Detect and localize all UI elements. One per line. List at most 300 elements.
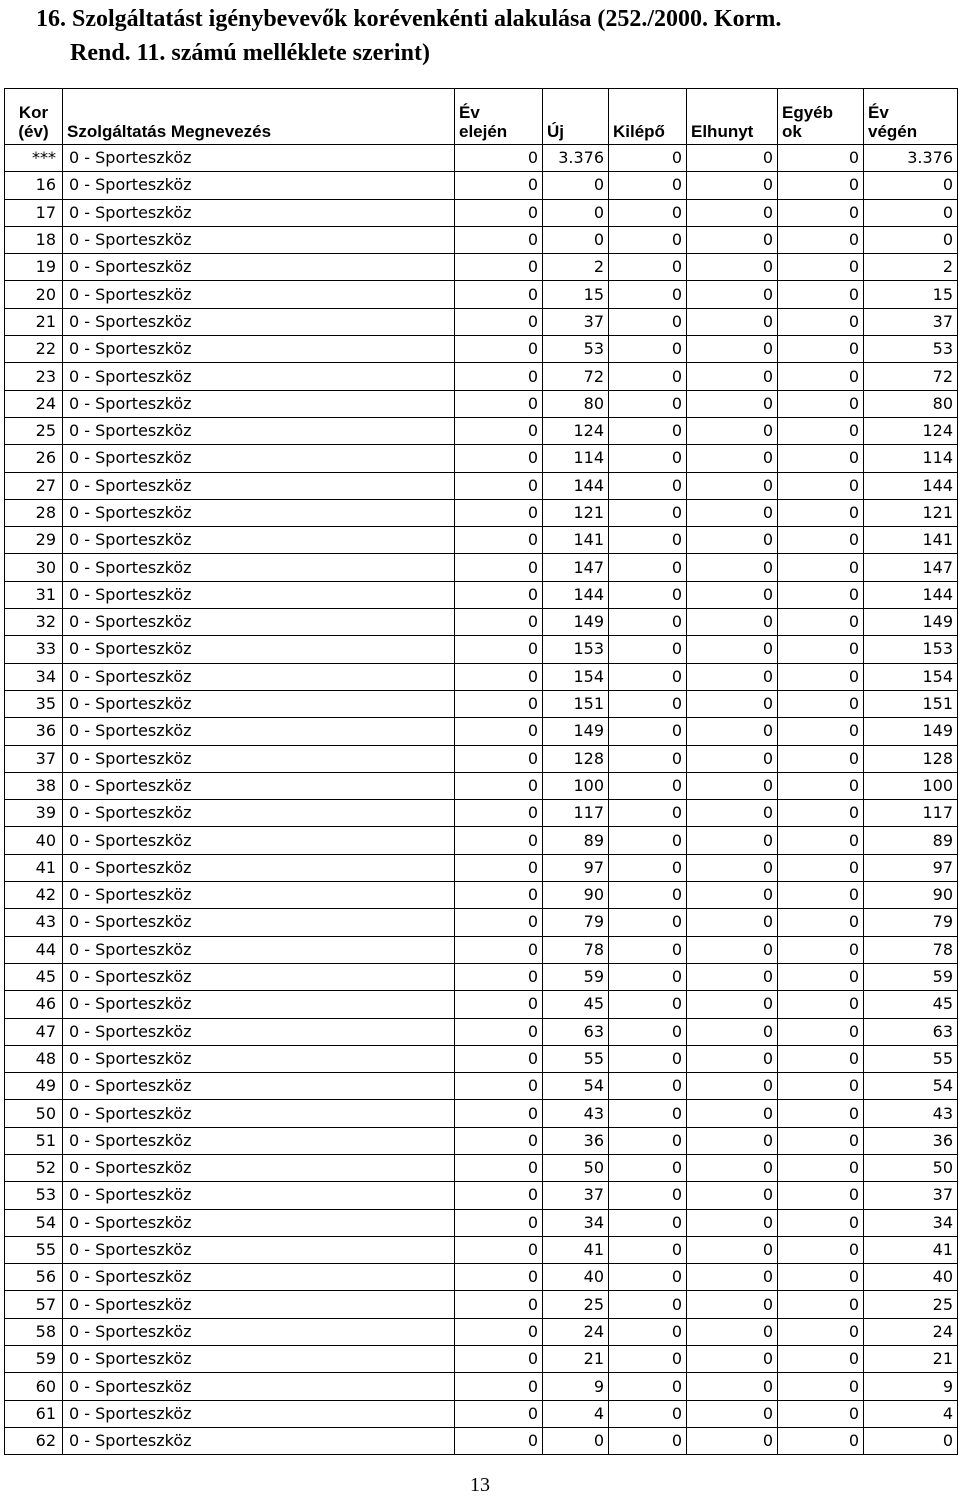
cell-deceased: 0 — [687, 527, 778, 554]
cell-year-start: 0 — [455, 827, 543, 854]
cell-year-start: 0 — [455, 1182, 543, 1209]
page-number: 13 — [470, 1474, 490, 1496]
cell-deceased: 0 — [687, 1018, 778, 1045]
cell-other-reason: 0 — [778, 445, 864, 472]
cell-other-reason: 0 — [778, 554, 864, 581]
cell-year-start: 0 — [455, 1291, 543, 1318]
cell-new: 25 — [543, 1291, 609, 1318]
cell-age: 54 — [5, 1209, 63, 1236]
cell-other-reason: 0 — [778, 254, 864, 281]
cell-new: 21 — [543, 1346, 609, 1373]
cell-age: 34 — [5, 663, 63, 690]
cell-leaving: 0 — [609, 936, 687, 963]
cell-deceased: 0 — [687, 554, 778, 581]
cell-service-name: 0 - Sporteszköz — [63, 527, 455, 554]
cell-year-end: 144 — [864, 581, 958, 608]
cell-year-end: 40 — [864, 1264, 958, 1291]
table-row — [5, 991, 958, 1018]
cell-service-name: 0 - Sporteszköz — [63, 226, 455, 253]
cell-deceased: 0 — [687, 1318, 778, 1345]
cell-leaving: 0 — [609, 1264, 687, 1291]
cell-new: 0 — [543, 1427, 609, 1454]
cell-service-name: 0 - Sporteszköz — [63, 254, 455, 281]
cell-other-reason: 0 — [778, 963, 864, 990]
cell-year-start: 0 — [455, 718, 543, 745]
cell-other-reason: 0 — [778, 363, 864, 390]
table-row — [5, 1236, 958, 1263]
cell-year-end: 97 — [864, 854, 958, 881]
cell-new: 54 — [543, 1073, 609, 1100]
cell-other-reason: 0 — [778, 172, 864, 199]
cell-deceased: 0 — [687, 800, 778, 827]
cell-year-end: 149 — [864, 609, 958, 636]
table-row — [5, 336, 958, 363]
cell-new: 50 — [543, 1154, 609, 1181]
cell-new: 36 — [543, 1127, 609, 1154]
table-row — [5, 581, 958, 608]
cell-age: 60 — [5, 1373, 63, 1400]
cell-other-reason: 0 — [778, 1209, 864, 1236]
cell-year-end: 36 — [864, 1127, 958, 1154]
cell-other-reason: 0 — [778, 1318, 864, 1345]
cell-service-name: 0 - Sporteszköz — [63, 1154, 455, 1181]
cell-year-end: 78 — [864, 936, 958, 963]
cell-year-start: 0 — [455, 772, 543, 799]
cell-leaving: 0 — [609, 909, 687, 936]
cell-other-reason: 0 — [778, 1264, 864, 1291]
table-row — [5, 1427, 958, 1454]
cell-age: 27 — [5, 472, 63, 499]
cell-deceased: 0 — [687, 663, 778, 690]
table-row — [5, 745, 958, 772]
cell-age: 20 — [5, 281, 63, 308]
cell-year-end: 128 — [864, 745, 958, 772]
header-service-name: Szolgáltatás Megnevezés — [63, 89, 455, 145]
cell-service-name: 0 - Sporteszköz — [63, 772, 455, 799]
table-row — [5, 199, 958, 226]
cell-service-name: 0 - Sporteszköz — [63, 800, 455, 827]
cell-other-reason: 0 — [778, 690, 864, 717]
table-row — [5, 499, 958, 526]
table-row — [5, 663, 958, 690]
table-row — [5, 1154, 958, 1181]
cell-year-end: 79 — [864, 909, 958, 936]
table-row — [5, 527, 958, 554]
cell-age: *** — [5, 145, 63, 172]
table-row — [5, 308, 958, 335]
cell-other-reason: 0 — [778, 936, 864, 963]
cell-new: 141 — [543, 527, 609, 554]
cell-new: 149 — [543, 609, 609, 636]
cell-year-start: 0 — [455, 581, 543, 608]
cell-new: 0 — [543, 199, 609, 226]
cell-age: 56 — [5, 1264, 63, 1291]
cell-service-name: 0 - Sporteszköz — [63, 417, 455, 444]
cell-year-start: 0 — [455, 417, 543, 444]
cell-service-name: 0 - Sporteszköz — [63, 963, 455, 990]
table-row — [5, 690, 958, 717]
cell-leaving: 0 — [609, 499, 687, 526]
cell-new: 59 — [543, 963, 609, 990]
cell-year-start: 0 — [455, 145, 543, 172]
cell-new: 128 — [543, 745, 609, 772]
table-row — [5, 718, 958, 745]
cell-deceased: 0 — [687, 991, 778, 1018]
cell-other-reason: 0 — [778, 1427, 864, 1454]
table-row — [5, 254, 958, 281]
cell-new: 149 — [543, 718, 609, 745]
cell-service-name: 0 - Sporteszköz — [63, 827, 455, 854]
cell-deceased: 0 — [687, 445, 778, 472]
cell-new: 4 — [543, 1400, 609, 1427]
cell-leaving: 0 — [609, 1373, 687, 1400]
cell-service-name: 0 - Sporteszköz — [63, 1264, 455, 1291]
cell-service-name: 0 - Sporteszköz — [63, 609, 455, 636]
cell-leaving: 0 — [609, 854, 687, 881]
cell-deceased: 0 — [687, 609, 778, 636]
cell-new: 78 — [543, 936, 609, 963]
cell-other-reason: 0 — [778, 827, 864, 854]
cell-leaving: 0 — [609, 390, 687, 417]
cell-new: 117 — [543, 800, 609, 827]
cell-service-name: 0 - Sporteszköz — [63, 145, 455, 172]
table-row — [5, 936, 958, 963]
cell-year-start: 0 — [455, 1427, 543, 1454]
cell-year-end: 63 — [864, 1018, 958, 1045]
cell-leaving: 0 — [609, 581, 687, 608]
cell-year-start: 0 — [455, 1373, 543, 1400]
cell-leaving: 0 — [609, 417, 687, 444]
table-row — [5, 1100, 958, 1127]
cell-year-end: 50 — [864, 1154, 958, 1181]
cell-deceased: 0 — [687, 308, 778, 335]
cell-deceased: 0 — [687, 1127, 778, 1154]
cell-year-end: 147 — [864, 554, 958, 581]
cell-service-name: 0 - Sporteszköz — [63, 472, 455, 499]
cell-year-start: 0 — [455, 663, 543, 690]
cell-other-reason: 0 — [778, 226, 864, 253]
cell-age: 39 — [5, 800, 63, 827]
cell-deceased: 0 — [687, 1182, 778, 1209]
cell-age: 28 — [5, 499, 63, 526]
header-year-end: Év végén — [864, 89, 958, 145]
cell-other-reason: 0 — [778, 909, 864, 936]
cell-age: 45 — [5, 963, 63, 990]
table-row — [5, 609, 958, 636]
cell-other-reason: 0 — [778, 882, 864, 909]
cell-other-reason: 0 — [778, 1291, 864, 1318]
cell-leaving: 0 — [609, 336, 687, 363]
cell-year-start: 0 — [455, 1045, 543, 1072]
cell-deceased: 0 — [687, 827, 778, 854]
cell-year-start: 0 — [455, 1209, 543, 1236]
cell-other-reason: 0 — [778, 199, 864, 226]
cell-service-name: 0 - Sporteszköz — [63, 390, 455, 417]
cell-age: 31 — [5, 581, 63, 608]
cell-year-start: 0 — [455, 1100, 543, 1127]
header-deceased: Elhunyt — [687, 89, 778, 145]
cell-year-end: 4 — [864, 1400, 958, 1427]
cell-year-start: 0 — [455, 499, 543, 526]
cell-year-end: 90 — [864, 882, 958, 909]
cell-year-end: 45 — [864, 991, 958, 1018]
cell-leaving: 0 — [609, 199, 687, 226]
cell-year-start: 0 — [455, 1264, 543, 1291]
table-row — [5, 1373, 958, 1400]
table-row — [5, 363, 958, 390]
cell-service-name: 0 - Sporteszköz — [63, 1427, 455, 1454]
cell-service-name: 0 - Sporteszköz — [63, 690, 455, 717]
cell-new: 37 — [543, 1182, 609, 1209]
cell-year-start: 0 — [455, 363, 543, 390]
cell-age: 32 — [5, 609, 63, 636]
cell-year-start: 0 — [455, 199, 543, 226]
cell-other-reason: 0 — [778, 1073, 864, 1100]
cell-new: 24 — [543, 1318, 609, 1345]
cell-age: 48 — [5, 1045, 63, 1072]
cell-deceased: 0 — [687, 1045, 778, 1072]
cell-leaving: 0 — [609, 281, 687, 308]
table-row — [5, 772, 958, 799]
cell-year-start: 0 — [455, 527, 543, 554]
cell-leaving: 0 — [609, 1100, 687, 1127]
cell-leaving: 0 — [609, 800, 687, 827]
cell-new: 80 — [543, 390, 609, 417]
cell-leaving: 0 — [609, 308, 687, 335]
cell-year-start: 0 — [455, 800, 543, 827]
cell-deceased: 0 — [687, 690, 778, 717]
cell-service-name: 0 - Sporteszköz — [63, 1182, 455, 1209]
cell-age: 49 — [5, 1073, 63, 1100]
cell-deceased: 0 — [687, 1346, 778, 1373]
header-year-start: Év elején — [455, 89, 543, 145]
cell-new: 147 — [543, 554, 609, 581]
cell-deceased: 0 — [687, 336, 778, 363]
cell-age: 19 — [5, 254, 63, 281]
cell-leaving: 0 — [609, 1154, 687, 1181]
cell-year-start: 0 — [455, 390, 543, 417]
cell-year-end: 34 — [864, 1209, 958, 1236]
header-age: Kor (év) — [5, 89, 63, 145]
cell-new: 100 — [543, 772, 609, 799]
cell-service-name: 0 - Sporteszköz — [63, 499, 455, 526]
cell-year-start: 0 — [455, 882, 543, 909]
cell-leaving: 0 — [609, 1427, 687, 1454]
cell-age: 46 — [5, 991, 63, 1018]
cell-other-reason: 0 — [778, 854, 864, 881]
cell-other-reason: 0 — [778, 390, 864, 417]
cell-new: 41 — [543, 1236, 609, 1263]
cell-other-reason: 0 — [778, 581, 864, 608]
cell-age: 38 — [5, 772, 63, 799]
cell-year-start: 0 — [455, 854, 543, 881]
table-row — [5, 554, 958, 581]
table-row — [5, 445, 958, 472]
cell-service-name: 0 - Sporteszköz — [63, 1236, 455, 1263]
cell-leaving: 0 — [609, 1346, 687, 1373]
cell-leaving: 0 — [609, 1236, 687, 1263]
cell-other-reason: 0 — [778, 1182, 864, 1209]
cell-leaving: 0 — [609, 472, 687, 499]
cell-service-name: 0 - Sporteszköz — [63, 991, 455, 1018]
cell-year-start: 0 — [455, 745, 543, 772]
cell-age: 61 — [5, 1400, 63, 1427]
cell-year-end: 0 — [864, 226, 958, 253]
table-row — [5, 1018, 958, 1045]
cell-year-end: 151 — [864, 690, 958, 717]
table-row — [5, 281, 958, 308]
table-row — [5, 472, 958, 499]
cell-deceased: 0 — [687, 963, 778, 990]
cell-service-name: 0 - Sporteszköz — [63, 909, 455, 936]
cell-year-start: 0 — [455, 1154, 543, 1181]
cell-new: 43 — [543, 1100, 609, 1127]
cell-leaving: 0 — [609, 172, 687, 199]
cell-new: 154 — [543, 663, 609, 690]
cell-year-start: 0 — [455, 963, 543, 990]
cell-service-name: 0 - Sporteszköz — [63, 1346, 455, 1373]
table-row — [5, 1127, 958, 1154]
table-row — [5, 800, 958, 827]
cell-year-start: 0 — [455, 1318, 543, 1345]
cell-year-end: 72 — [864, 363, 958, 390]
cell-year-end: 2 — [864, 254, 958, 281]
cell-year-end: 37 — [864, 308, 958, 335]
cell-deceased: 0 — [687, 472, 778, 499]
cell-age: 55 — [5, 1236, 63, 1263]
cell-leaving: 0 — [609, 1182, 687, 1209]
cell-leaving: 0 — [609, 145, 687, 172]
cell-deceased: 0 — [687, 854, 778, 881]
page-title-line1: 16. Szolgáltatást igénybevevők korévenkénti alakulása (252./2000. Korm. — [36, 6, 782, 32]
cell-leaving: 0 — [609, 991, 687, 1018]
cell-year-end: 41 — [864, 1236, 958, 1263]
cell-year-start: 0 — [455, 909, 543, 936]
cell-leaving: 0 — [609, 609, 687, 636]
cell-new: 63 — [543, 1018, 609, 1045]
cell-year-end: 21 — [864, 1346, 958, 1373]
cell-age: 59 — [5, 1346, 63, 1373]
cell-deceased: 0 — [687, 936, 778, 963]
cell-deceased: 0 — [687, 1264, 778, 1291]
cell-deceased: 0 — [687, 281, 778, 308]
cell-year-end: 0 — [864, 172, 958, 199]
cell-other-reason: 0 — [778, 1045, 864, 1072]
cell-deceased: 0 — [687, 254, 778, 281]
cell-leaving: 0 — [609, 554, 687, 581]
table-row — [5, 963, 958, 990]
cell-other-reason: 0 — [778, 1373, 864, 1400]
cell-year-start: 0 — [455, 1073, 543, 1100]
cell-year-start: 0 — [455, 445, 543, 472]
cell-year-end: 3.376 — [864, 145, 958, 172]
cell-leaving: 0 — [609, 963, 687, 990]
cell-service-name: 0 - Sporteszköz — [63, 1373, 455, 1400]
cell-new: 55 — [543, 1045, 609, 1072]
cell-age: 33 — [5, 636, 63, 663]
cell-year-start: 0 — [455, 336, 543, 363]
cell-new: 89 — [543, 827, 609, 854]
cell-deceased: 0 — [687, 499, 778, 526]
cell-age: 16 — [5, 172, 63, 199]
page-title — [36, 2, 936, 70]
cell-service-name: 0 - Sporteszköz — [63, 718, 455, 745]
cell-year-start: 0 — [455, 172, 543, 199]
cell-year-end: 53 — [864, 336, 958, 363]
cell-age: 58 — [5, 1318, 63, 1345]
cell-deceased: 0 — [687, 1427, 778, 1454]
cell-year-end: 149 — [864, 718, 958, 745]
cell-new: 9 — [543, 1373, 609, 1400]
cell-new: 121 — [543, 499, 609, 526]
cell-year-start: 0 — [455, 609, 543, 636]
cell-year-start: 0 — [455, 472, 543, 499]
cell-deceased: 0 — [687, 1209, 778, 1236]
cell-other-reason: 0 — [778, 609, 864, 636]
cell-deceased: 0 — [687, 226, 778, 253]
cell-deceased: 0 — [687, 1236, 778, 1263]
cell-year-start: 0 — [455, 936, 543, 963]
cell-leaving: 0 — [609, 226, 687, 253]
cell-deceased: 0 — [687, 172, 778, 199]
cell-year-start: 0 — [455, 281, 543, 308]
cell-year-end: 9 — [864, 1373, 958, 1400]
cell-year-start: 0 — [455, 1127, 543, 1154]
age-distribution-table — [4, 88, 958, 1455]
cell-other-reason: 0 — [778, 991, 864, 1018]
cell-deceased: 0 — [687, 581, 778, 608]
cell-leaving: 0 — [609, 745, 687, 772]
cell-year-end: 154 — [864, 663, 958, 690]
cell-deceased: 0 — [687, 636, 778, 663]
cell-other-reason: 0 — [778, 663, 864, 690]
cell-other-reason: 0 — [778, 1346, 864, 1373]
cell-deceased: 0 — [687, 745, 778, 772]
cell-new: 72 — [543, 363, 609, 390]
cell-year-start: 0 — [455, 991, 543, 1018]
table-row — [5, 1073, 958, 1100]
cell-other-reason: 0 — [778, 417, 864, 444]
table-body — [5, 145, 958, 1455]
header-other-reason: Egyéb ok — [778, 89, 864, 145]
cell-new: 144 — [543, 472, 609, 499]
cell-year-start: 0 — [455, 308, 543, 335]
cell-age: 43 — [5, 909, 63, 936]
table-row — [5, 882, 958, 909]
cell-other-reason: 0 — [778, 1400, 864, 1427]
cell-year-end: 117 — [864, 800, 958, 827]
table-row — [5, 172, 958, 199]
cell-age: 44 — [5, 936, 63, 963]
cell-service-name: 0 - Sporteszköz — [63, 445, 455, 472]
cell-age: 47 — [5, 1018, 63, 1045]
cell-new: 0 — [543, 226, 609, 253]
cell-service-name: 0 - Sporteszköz — [63, 554, 455, 581]
cell-service-name: 0 - Sporteszköz — [63, 854, 455, 881]
cell-deceased: 0 — [687, 363, 778, 390]
cell-year-end: 144 — [864, 472, 958, 499]
cell-new: 37 — [543, 308, 609, 335]
cell-service-name: 0 - Sporteszköz — [63, 336, 455, 363]
cell-age: 25 — [5, 417, 63, 444]
cell-service-name: 0 - Sporteszköz — [63, 308, 455, 335]
table-row — [5, 1346, 958, 1373]
cell-age: 24 — [5, 390, 63, 417]
cell-deceased: 0 — [687, 390, 778, 417]
table-row — [5, 1318, 958, 1345]
cell-year-end: 25 — [864, 1291, 958, 1318]
cell-age: 36 — [5, 718, 63, 745]
